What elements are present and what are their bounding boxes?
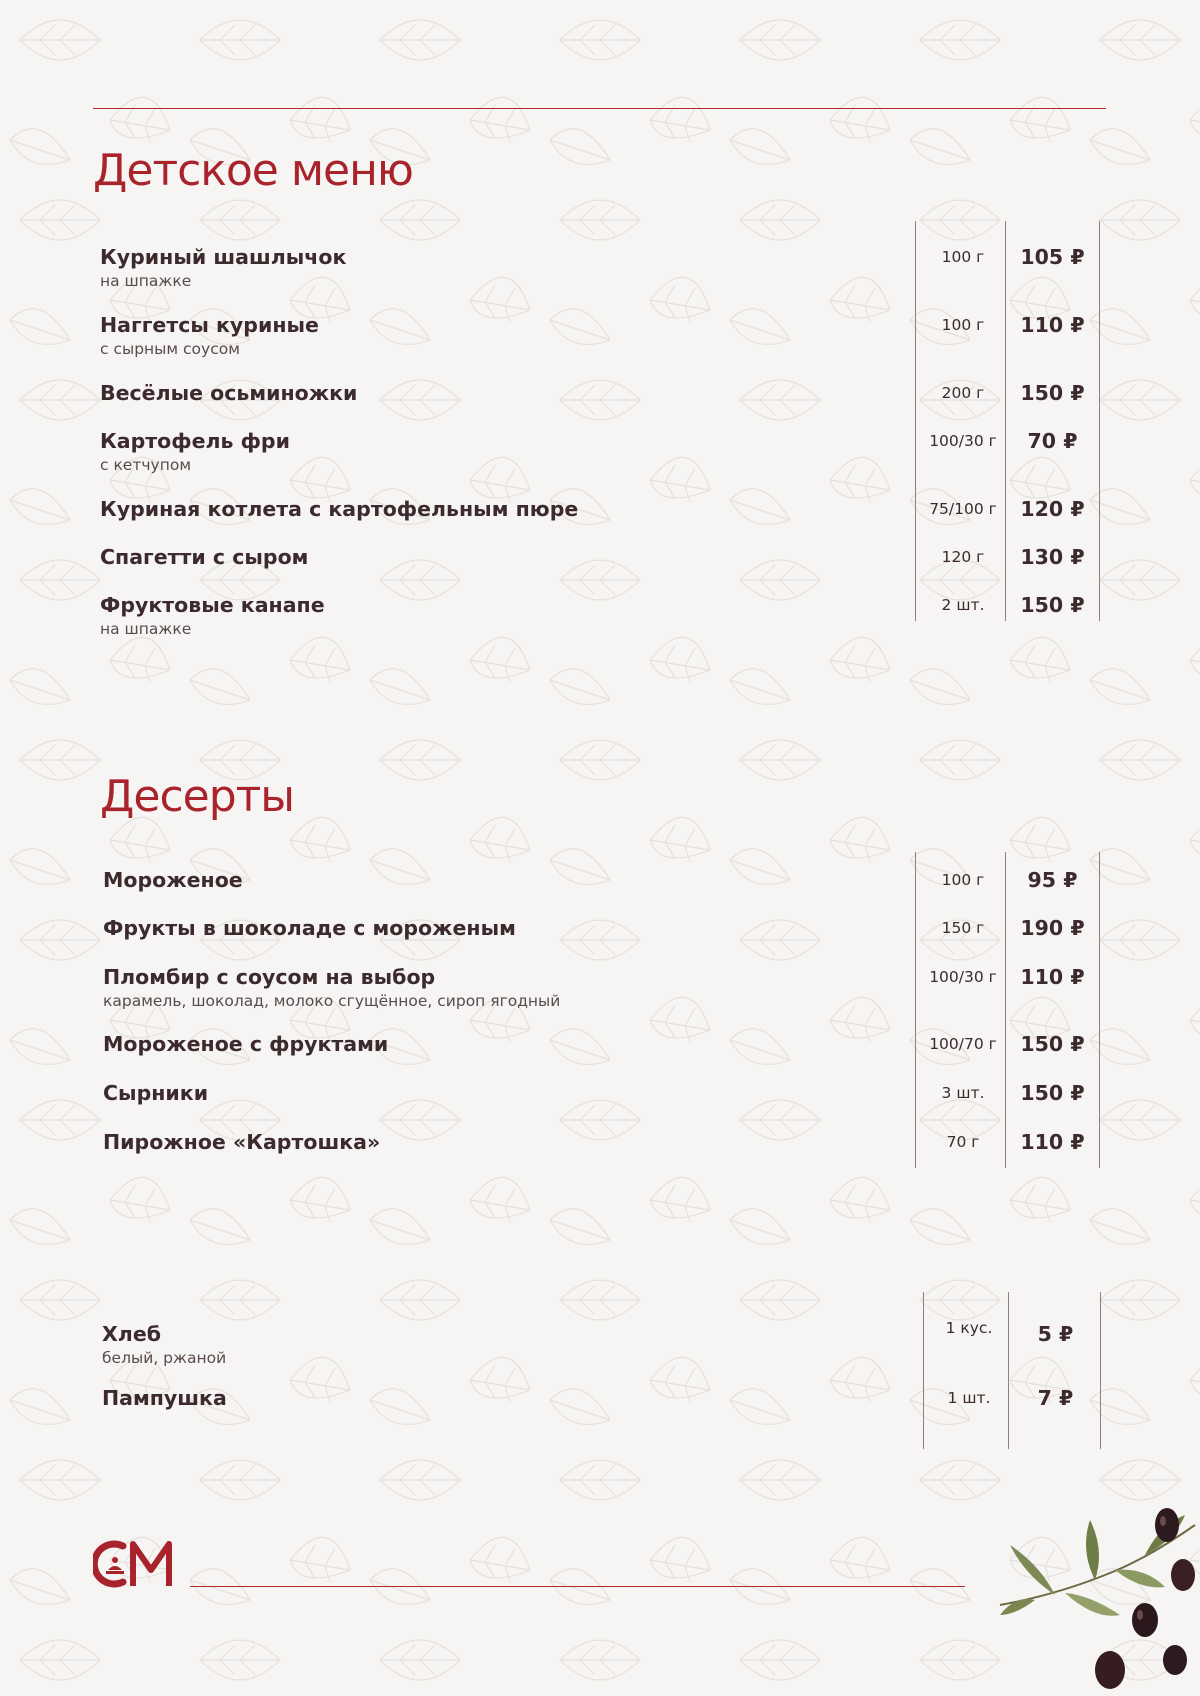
desserts-title: Десерты [100, 771, 295, 822]
top-divider [93, 108, 1106, 109]
item-price: 95 ₽ [1027, 868, 1078, 892]
item-weight: 1 шт. [947, 1389, 991, 1407]
item-price: 105 ₽ [1020, 245, 1085, 269]
kids-menu-title: Детское меню [93, 145, 413, 196]
item-price: 150 ₽ [1020, 1032, 1085, 1056]
item-weight: 200 г [941, 384, 985, 402]
item-name: Пломбир с соусом на выбор [103, 965, 436, 989]
list-item [103, 868, 1103, 912]
list-item [102, 1319, 1102, 1367]
item-description: карамель, шоколад, молоко сгущённое, сироп ягодный [103, 992, 561, 1010]
list-item [103, 965, 1103, 1009]
olive-branch-decoration [995, 1495, 1200, 1696]
item-name: Хлеб [102, 1322, 162, 1346]
item-weight: 100/30 г [929, 968, 997, 986]
list-item [100, 545, 1100, 589]
item-weight: 70 г [946, 1133, 980, 1151]
item-description: белый, ржаной [102, 1349, 227, 1367]
item-name: Куриный шашлычок [100, 245, 347, 269]
item-weight: 100 г [941, 248, 985, 266]
item-weight: 1 кус. [945, 1319, 993, 1337]
item-price: 190 ₽ [1020, 916, 1085, 940]
kids-menu-list [100, 245, 1100, 638]
list-item [103, 1081, 1103, 1125]
item-weight: 2 шт. [941, 596, 985, 614]
item-weight: 3 шт. [941, 1084, 985, 1102]
item-description: с кетчупом [100, 456, 192, 474]
item-price: 120 ₽ [1020, 497, 1085, 521]
item-weight: 100 г [941, 316, 985, 334]
list-item [100, 429, 1100, 473]
item-name: Наггетсы куриные [100, 313, 319, 337]
list-item [100, 245, 1100, 289]
list-item [100, 497, 1100, 541]
item-weight: 150 г [941, 919, 985, 937]
desserts-list [103, 868, 1103, 1168]
item-description: на шпажке [100, 620, 192, 638]
item-weight: 120 г [941, 548, 985, 566]
item-name: Весёлые осьминожки [100, 381, 358, 405]
list-item [103, 1130, 1103, 1174]
list-item [103, 916, 1103, 960]
item-name: Спагетти с сыром [100, 545, 309, 569]
item-weight: 100/70 г [929, 1035, 997, 1053]
item-name: Пирожное «Картошка» [103, 1130, 381, 1154]
item-name: Картофель фри [100, 429, 290, 453]
item-price: 130 ₽ [1020, 545, 1085, 569]
item-name: Мороженое с фруктами [103, 1032, 389, 1056]
item-price: 7 ₽ [1037, 1386, 1074, 1410]
item-price: 110 ₽ [1020, 313, 1085, 337]
item-name: Куриная котлета с картофельным пюре [100, 497, 579, 521]
item-weight: 100 г [941, 871, 985, 889]
item-name: Фруктовые канапе [100, 593, 325, 617]
item-price: 150 ₽ [1020, 1081, 1085, 1105]
item-weight: 100/30 г [929, 432, 997, 450]
item-price: 110 ₽ [1020, 1130, 1085, 1154]
item-name: Мороженое [103, 868, 243, 892]
cafe-logo [93, 1540, 193, 1588]
bottom-divider [190, 1586, 965, 1587]
list-item [103, 1032, 1103, 1076]
item-price: 150 ₽ [1020, 381, 1085, 405]
item-name: Сырники [103, 1081, 209, 1105]
list-item [100, 381, 1100, 425]
item-weight: 75/100 г [929, 500, 997, 518]
list-item [102, 1386, 1102, 1430]
list-item [100, 593, 1100, 637]
item-name: Фрукты в шоколаде с мороженым [103, 916, 516, 940]
item-description: на шпажке [100, 272, 192, 290]
item-price: 70 ₽ [1027, 429, 1078, 453]
item-name: Пампушка [102, 1386, 227, 1410]
item-price: 110 ₽ [1020, 965, 1085, 989]
item-price: 5 ₽ [1037, 1322, 1074, 1346]
item-description: с сырным соусом [100, 340, 240, 358]
list-item [100, 313, 1100, 357]
bread-list [102, 1319, 1102, 1442]
item-price: 150 ₽ [1020, 593, 1085, 617]
